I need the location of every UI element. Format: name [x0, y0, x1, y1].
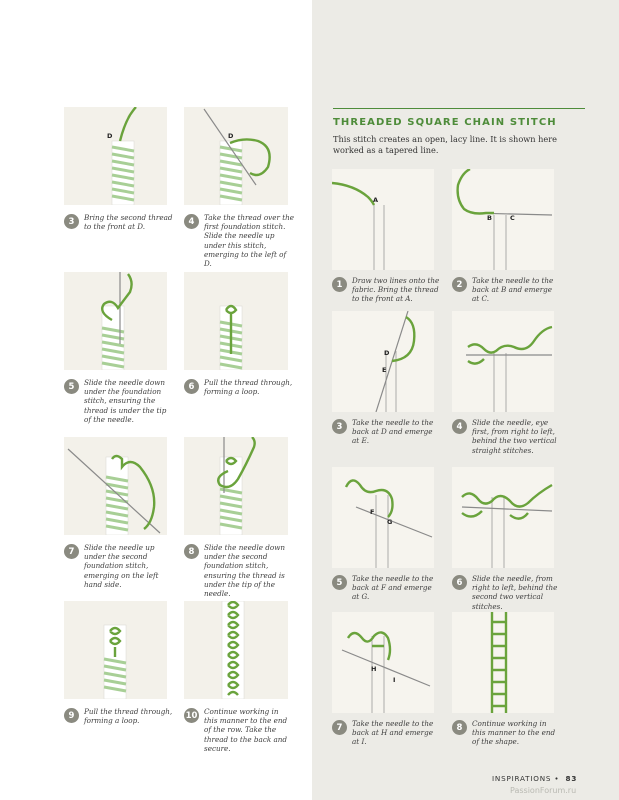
step-number-badge: 3	[332, 419, 347, 434]
step-number-badge: 10	[184, 708, 199, 723]
step-photo-right-3	[332, 311, 434, 412]
step-right-4	[452, 418, 560, 455]
step-left-9	[64, 707, 174, 725]
step-caption: Slide the needle, eye first, from right to left, behind the two vertical straight stitches.	[472, 418, 557, 455]
section-intro: This stitch creates an open, lacy line. It is shown here worked as a tapered line.	[333, 134, 558, 155]
step-caption: Take the needle to the back at F and emerge at G.	[352, 574, 434, 602]
step-number-badge: 1	[332, 277, 347, 292]
step-caption: Slide the needle, from right to left, behind the second two vertical stitches.	[472, 574, 558, 611]
step-photo-right-6	[452, 467, 554, 568]
photo-label-d: D	[228, 132, 234, 140]
step-number-badge: 6	[184, 379, 199, 394]
step-left-8	[184, 543, 294, 598]
step-photo-left-3	[64, 107, 167, 205]
step-left-5	[64, 378, 174, 424]
step-photo-left-4	[184, 107, 288, 205]
step-right-7	[332, 719, 440, 747]
photo-label-c: C	[510, 214, 515, 222]
step-photo-right-1	[332, 169, 434, 270]
step-caption: Take the needle to the back at B and emerge at C.	[472, 276, 554, 304]
footer-separator: •	[554, 774, 560, 783]
step-right-1	[332, 276, 440, 304]
step-number-badge: 7	[64, 544, 79, 559]
photo-label-g: G	[387, 518, 393, 526]
step-photo-left-6	[184, 272, 288, 370]
photo-label-e: E	[382, 366, 387, 374]
step-number-badge: 7	[332, 720, 347, 735]
step-number-badge: 3	[64, 214, 79, 229]
step-left-7	[64, 543, 174, 589]
step-caption: Slide the needle down under the second foundation stitch, ensuring the thread is under the tip of the needle.	[204, 543, 285, 599]
step-caption: Pull the thread through, forming a loop.	[204, 378, 293, 397]
step-caption: Take the needle to the back at H and emerge at I.	[352, 719, 434, 747]
step-caption: Slide the needle up under the second foundation stitch, emerging on the left hand side.	[84, 543, 159, 589]
step-caption: Take the needle to the back at D and emerge at E.	[352, 418, 434, 446]
page-number: 83	[565, 774, 578, 783]
step-number-badge: 5	[64, 379, 79, 394]
step-number-badge: 4	[452, 419, 467, 434]
step-right-5	[332, 574, 440, 602]
footer-section: INSPIRATIONS	[492, 774, 552, 783]
step-photo-left-9	[64, 601, 167, 699]
photo-label-h: H	[371, 665, 377, 673]
section-title: THREADED SQUARE CHAIN STITCH	[333, 117, 557, 128]
step-photo-right-7	[332, 612, 434, 713]
photo-label-a: A	[373, 196, 379, 204]
photo-label-f: F	[370, 508, 375, 516]
step-caption: Continue working in this manner to the end of the row. Take the thread to the back and secure.	[204, 707, 288, 753]
step-caption: Take the thread over the first foundation stitch. Slide the needle up under this stitch, emerging to the left of D.	[204, 213, 294, 269]
step-number-badge: 6	[452, 575, 467, 590]
step-left-3	[64, 213, 174, 231]
step-number-badge: 2	[452, 277, 467, 292]
step-left-4	[184, 213, 294, 268]
page-footer	[492, 774, 577, 783]
step-number-badge: 4	[184, 214, 199, 229]
step-photo-left-10	[184, 601, 288, 699]
step-photo-left-5	[64, 272, 167, 370]
step-left-6	[184, 378, 294, 396]
step-number-badge: 8	[452, 720, 467, 735]
step-right-8	[452, 719, 560, 747]
step-right-6	[452, 574, 560, 611]
step-caption: Continue working in this manner to the end of the shape.	[472, 719, 556, 747]
step-number-badge: 9	[64, 708, 79, 723]
step-photo-left-7	[64, 437, 167, 535]
step-photo-right-8	[452, 612, 554, 713]
step-photo-left-8	[184, 437, 288, 535]
photo-label-d: D	[384, 349, 390, 357]
step-number-badge: 5	[332, 575, 347, 590]
section-title-rule	[333, 108, 585, 109]
step-photo-right-2	[452, 169, 554, 270]
step-caption: Slide the needle down under the foundation stitch, ensuring the thread is under the tip of the needle.	[84, 378, 167, 424]
step-number-badge: 8	[184, 544, 199, 559]
photo-label-b: B	[487, 214, 492, 222]
step-left-10	[184, 707, 294, 753]
step-right-3	[332, 418, 440, 446]
step-right-2	[452, 276, 560, 304]
step-caption: Pull the thread through, forming a loop.	[84, 707, 173, 726]
step-caption: Draw two lines onto the fabric. Bring the thread to the front at A.	[352, 276, 440, 304]
photo-label-i: I	[393, 676, 396, 684]
step-photo-right-4	[452, 311, 554, 412]
step-caption: Bring the second thread to the front at D.	[84, 213, 173, 232]
watermark: PassionForum.ru	[510, 786, 577, 795]
step-photo-right-5	[332, 467, 434, 568]
photo-label-d: D	[107, 132, 113, 140]
